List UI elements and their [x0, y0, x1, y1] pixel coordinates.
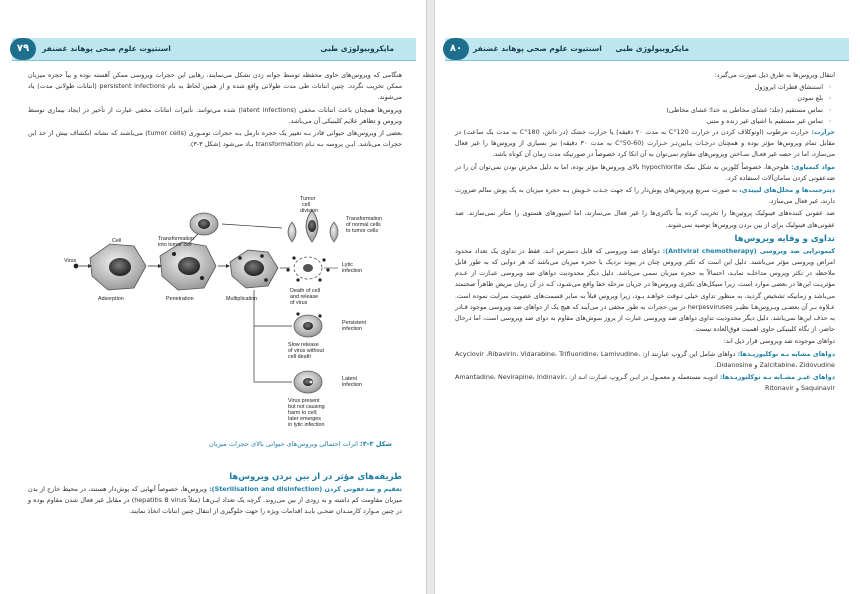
term-heat: حرارت:	[811, 128, 835, 137]
label-adsorption: Adsorption	[98, 296, 124, 302]
phenolic-text: ضد عفونی کننده‌های فینولیک پروتین‌ها را تخریب کرده بناً باکتری‌ها را غیر فعال می‌سازند، اما اسپورهای هستوی را متأثر نمی‌سازند. ضد عفونی‌های فینولیک برای از بین بردن ویروس‌ها توصیه نمی‌شوند.	[455, 209, 835, 229]
left-page-header	[12, 38, 416, 61]
lysed-cell	[286, 256, 329, 281]
heat-text: حرارت مرطوب (اوتوکلاف کردن در حرارت 120°C به مدت ۲۰ دقیقه) یا حرارت خشک (در داش، 180°C به مدت یک ساعت) در مقابل تمام ویروس‌ها مؤثر بوده و همچنان درجـات پـایین‌تـر حـرارت (C°50-60 به مدت ۳۰ دقیقه) نیز بسیاری از ویروس‌ها را غیر فعال می‌سازد، اما در حصه غیر فعـال سـاختن ویروس‌های مقاوم نمی‌توان به آن اتکا کرد خصوصاً در صورتیکه مدت زمان آن کوتاه باشد.	[455, 128, 835, 159]
figure-caption-text: اثرات احتمالی ویروس‌های حیوانی بالای حجرات میزبان	[208, 440, 358, 448]
label-latent-0: Latent	[342, 376, 357, 382]
chemicals-text: هلوجن‌ها، خصوصاً کلورین به شکل نمک hypochlorite بالای ویروس‌ها مؤثر بوده، اما به دلیل مخرش بودن نمی‌توان آن را در ضدعفونی کردن سامان‌آلات استفاده کرد.	[455, 162, 835, 182]
right-page	[434, 0, 860, 594]
term-nucleoside-analogues: دواهای مشابه بـه نوکلیوزیـدها:	[737, 349, 835, 358]
list-item: ◦ بلع نمودن	[455, 93, 823, 104]
label-virus-present-2: harm to cell;	[288, 410, 318, 416]
term-antiviral: کیموتراپی ضد ویروسی (Antiviral chemotherapy):	[662, 246, 835, 255]
label-lytic-1: infection	[342, 268, 363, 274]
paragraph	[455, 336, 835, 347]
figure-virus-effects	[62, 196, 402, 436]
label-virus-present-3: later emerges	[288, 416, 321, 422]
label-tumor-division-0: Tumor	[300, 196, 316, 202]
transmission-list	[455, 82, 835, 127]
book-gutter	[426, 0, 434, 594]
figure-caption	[32, 440, 392, 448]
term-non-nucleoside: دواهای غیـر مشـابه بـه نوکلیوزیـدها:	[719, 373, 835, 382]
list-item: ◦ استنشاق قطرات ایروزول	[455, 82, 823, 93]
label-virus-present-0: Virus present	[288, 398, 320, 404]
left-header-book-title: اسنتیوت علوم صحی پوهاند غضنفر	[42, 44, 171, 53]
figure-caption-label: شکل ۳-۳:	[360, 440, 392, 448]
paragraph	[28, 484, 402, 518]
right-page-number: ۸۰	[443, 38, 469, 60]
label-tumor-division-1: cell	[302, 202, 311, 208]
term-chemicals: مواد کیمیاوی:	[791, 162, 835, 171]
right-text	[455, 70, 835, 395]
label-multiplication: Multiplication	[226, 296, 258, 302]
paragraph: انتقال ویروس‌ها به طرق ذیل صورت می‌گیرد:	[714, 71, 835, 79]
left-page-number: ۷۹	[10, 38, 36, 60]
paragraph	[455, 372, 835, 394]
label-virus-present-4: in lytic infection	[288, 422, 325, 428]
label-persistent-0: Persistent	[342, 320, 366, 326]
left-bottom-text	[28, 470, 402, 519]
paragraph: بعضی از ویروس‌های حیوانی قادر بـه تغییر یک حجره نارمل بـه حجرات تومـوری (tumor cells) می‌باشند که نشانه انکشاف بیش از حد این حجرات می‌باشد. ایـن پروسه بـه نـام transformation یـاد می‌شود (شکل ۳-۳).	[28, 129, 402, 149]
label-transformation-normal-0: Transformation	[346, 216, 383, 222]
section-title: تداوی و وقایه ویروس‌ها	[734, 233, 835, 244]
antiviral-text: دواهای ضد ویروسی که قابل دسترس انـد، فقط در تداوی یک تعداد محدود امراض ویروسی مؤثر می‌باشند. دلیل این است که تکثر ویروس چنان در پیوند نزدیک با حجره میزبان می‌باشد که هر دوایی که به طور قابل ملاحظه در تکثر ویروس مداخلـه نمایـد، احتمالاً به حجره میزبان سمی می‌باشد. دلیل دیگر محدودیت دواهای ضد ویروسی عبـارت از عـدم مؤثریـت این‌ها در بعضی موارد است، زیرا سیکل‌های تکثری ویروس‌ها در جریان مرحله خفا واقع می‌شـود، کـه در آن زمان مریض ظاهراً صحتمند می‌باشد و زمانیکه تشخیص گردید، به منظور تداوی خیلی تـوقت خواهـد بـود، زیرا ویروس قبلاً به سایر قسمت‌های عضویت سرایت نموده است. عـلاوه بـر آن بعضـی ویـروس‌هـا نظیـر herpesviruses در بین حجرات به طور مخفی در می‌آیند که هیچ یک از دواهای ضد ویروسی موجود قـادر به حذف این‌ها نمی‌باشد. دلیل دیگر محدودیت تداوی دواهای ضد ویروسی عبارت از بروز سوش‌های مقاوم به دوای ضد ویروسی است، اما درحال حاضر، از نگاه کلینیکی حاوی اهمیت فوق‌العاده نیست.	[455, 246, 835, 334]
paragraph	[455, 127, 835, 161]
label-transformation-into-tumor-1: into tumor cell	[158, 242, 192, 248]
label-virus: Virus	[64, 258, 77, 264]
label-death-1: and release	[290, 294, 319, 300]
label-tumor-division-2: division	[300, 208, 318, 214]
right-page-header	[445, 38, 849, 61]
term-sterilisation: تعقیم و ضدعفونی کردن (Sterilisation and disinfection):	[209, 485, 402, 493]
list-item: ◦ تماس غیر مستقیم با اشیای غیر زنده و متنی	[455, 116, 823, 127]
right-header-chapter-title: مایکروبیولوژی طبی	[615, 44, 689, 53]
label-slow-release-1: of virus without	[288, 348, 324, 354]
label-transformation-into-tumor-0: Transformation	[158, 236, 195, 242]
paragraph: ویروس‌ها همچنان باعث انتانات مخفی (latent infections) شده می‌توانند. تأثیرات انتانات مخفی عبارت از تأخیر در ایجاد بیماری توسط ویروس و تظاهر علایم کلینیکی آن می‌باشد.	[28, 105, 403, 125]
paragraph	[455, 185, 835, 207]
label-penetration: Penetration	[166, 296, 194, 302]
left-top-text	[28, 70, 402, 151]
label-persistent-1: infection	[342, 326, 363, 332]
label-virus-present-1: but not causing	[288, 404, 325, 410]
non-nucleoside-text: ادویـه مستعمله و معمـول در ایـن گـروپ عبـارت انـد از: Amantadine، Nevirapine، Indinavir، Saquinavir و Ritonavir	[455, 373, 835, 393]
paragraph	[455, 246, 835, 336]
section-title: طریقه‌های مؤثر در از بین بردن ویروس‌ها	[229, 472, 402, 482]
label-transformation-normal-2: to tumor cells	[346, 228, 379, 234]
paragraph	[455, 349, 835, 371]
label-lytic-0: Lytic	[342, 262, 353, 268]
left-page	[0, 0, 427, 594]
label-death-2: of virus	[290, 300, 308, 306]
sterilisation-text: ویروس‌ها، خصوصاً آنهایی که پوش‌دار هستند، در محیط خارج از بدن میزبان مقاومت کم داشته و به زودی از بین می‌روند. گرچه یک تعداد ایـن‌هـا (مثلاً hepatitis B virus) در مقابل غیر فعال شدن مقاوم بوده و در چنین مـوارد کارمنـدان صحـی بایـد اقدامات ویژه را جهت جلوگیری از انتقال چنین انتانات اتخاذ نمایند.	[28, 485, 402, 516]
list-item: ◦ تماس مستقیم (جلد؛ غشای مخاطی به خدا؛ غشای مخاطی)	[455, 105, 823, 116]
label-transformation-normal-1: of normal cells	[346, 222, 381, 228]
term-detergents: دیترجنت‌ها و محلل‌های لیپیدی،	[739, 186, 835, 195]
label-cell: Cell	[112, 238, 122, 244]
label-slow-release-0: Slow release	[288, 342, 319, 348]
nucleoside-analogues-text: دواهای شامل این گروپ عبارتند از: Acyclovir ،Ribavirin، Vidarabine، Trifluoridine، Lamivudine، Zalcitabine، Zidovudine و Didanosine.	[455, 349, 835, 369]
label-latent-1: infection	[342, 382, 363, 388]
drugs-intro: دواهای موجوده ضد ویروسی قرار ذیل اند:	[723, 337, 835, 346]
detergents-text: به صورت سریع ویروس‌های پوش‌دار را که جهت جـذب خـویش بـه حجره میزبان به یک پوش سالم ضرورت دارند، غیر فعال می‌سازد.	[455, 186, 835, 206]
left-header-chapter-title: مایکروبیولوژی طبی	[320, 44, 394, 53]
right-header-book-title: اسنتیوت علوم صحی پوهاند غضنفر	[473, 44, 602, 53]
label-slow-release-2: cell death	[288, 354, 312, 360]
paragraph	[455, 162, 835, 184]
paragraph	[455, 208, 835, 230]
label-death-0: Death of cell	[290, 288, 320, 294]
paragraph: هنگامی که ویروس‌های حاوی محفظه توسط جوانه زدن تشکل می‌نمایند، رهایی این حجرات ویروسی ممکن آهسته بوده و بیآ حجره میزبان ممکن تخریب نگردد. چنین انتانات طی مدت طولانی واقع شده و از همین لحاظ به نام persistent infections (انتانات طولانی مدت) یاد می‌شوند.	[28, 71, 402, 102]
